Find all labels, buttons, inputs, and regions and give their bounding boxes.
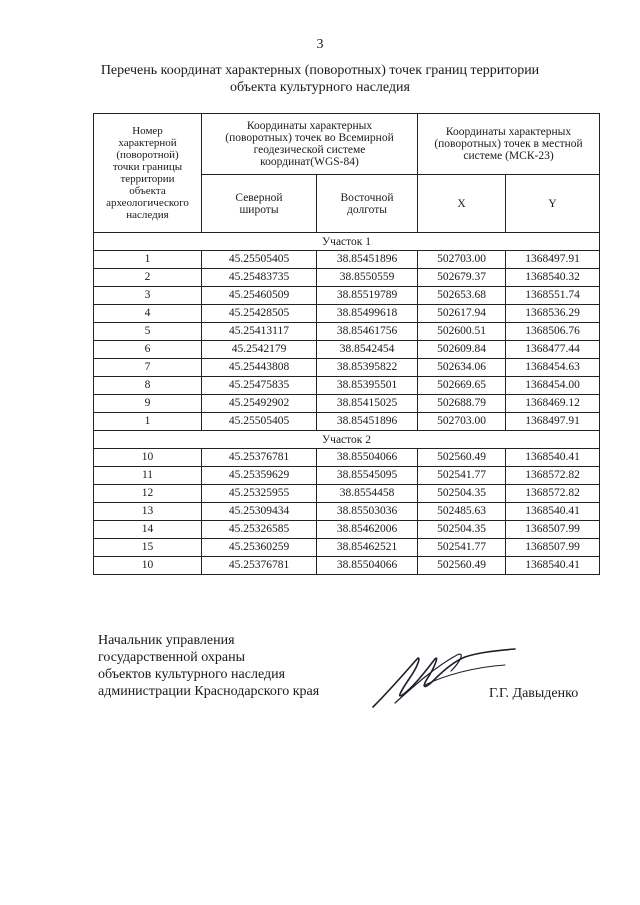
x-cell: 502679.37 <box>418 269 506 287</box>
latitude-cell: 45.25483735 <box>202 269 317 287</box>
header-text-line: Координаты характерных <box>445 126 572 138</box>
header-y: Y <box>506 175 600 233</box>
header-text-line: координат(WGS-84) <box>260 156 359 168</box>
latitude-cell: 45.25359629 <box>202 467 317 485</box>
table-body <box>94 233 600 575</box>
header-east-longitude <box>317 175 418 233</box>
x-cell: 502600.51 <box>418 323 506 341</box>
latitude-cell: 45.25505405 <box>202 251 317 269</box>
official-position <box>98 632 319 700</box>
table-row <box>94 467 600 485</box>
table-row <box>94 269 600 287</box>
point-number-cell: 2 <box>94 269 202 287</box>
y-cell: 1368497.91 <box>506 413 600 431</box>
title-line-2: объекта культурного наследия <box>230 80 410 95</box>
header-text-line: наследия <box>126 209 169 221</box>
header-text-line: территории <box>120 173 175 185</box>
header-wgs84 <box>202 114 418 175</box>
point-number-cell: 14 <box>94 521 202 539</box>
longitude-cell: 38.85395822 <box>317 359 418 377</box>
point-number-cell: 13 <box>94 503 202 521</box>
longitude-cell: 38.8542454 <box>317 341 418 359</box>
x-cell: 502634.06 <box>418 359 506 377</box>
x-cell: 502560.49 <box>418 449 506 467</box>
x-cell: 502504.35 <box>418 521 506 539</box>
point-number-cell: 1 <box>94 413 202 431</box>
header-text-line: объекта <box>129 185 166 197</box>
longitude-cell: 38.85504066 <box>317 557 418 575</box>
header-text-line: системе (МСК-23) <box>463 150 554 162</box>
position-line: объектов культурного наследия <box>98 667 286 682</box>
point-number-cell: 12 <box>94 485 202 503</box>
y-cell: 1368469.12 <box>506 395 600 413</box>
signer-name: Г.Г. Давыденко <box>489 686 579 701</box>
table-row <box>94 485 600 503</box>
y-cell: 1368540.41 <box>506 449 600 467</box>
y-cell: 1368540.41 <box>506 503 600 521</box>
x-cell: 502485.63 <box>418 503 506 521</box>
longitude-cell: 38.85504066 <box>317 449 418 467</box>
table-row <box>94 395 600 413</box>
latitude-cell: 45.25460509 <box>202 287 317 305</box>
y-cell: 1368540.32 <box>506 269 600 287</box>
section-row <box>94 431 600 449</box>
point-number-cell: 5 <box>94 323 202 341</box>
header-text-line: Восточной <box>340 191 394 204</box>
x-cell: 502541.77 <box>418 539 506 557</box>
point-number-cell: 7 <box>94 359 202 377</box>
table-row <box>94 557 600 575</box>
position-line: администрации Краснодарского края <box>98 684 320 699</box>
header-text-line: (поворотных) точек в местной <box>434 138 583 150</box>
header-point-number <box>94 114 202 233</box>
section-title: Участок 2 <box>94 431 600 449</box>
x-cell: 502703.00 <box>418 413 506 431</box>
longitude-cell: 38.85503036 <box>317 503 418 521</box>
section-row <box>94 233 600 251</box>
longitude-cell: 38.85415025 <box>317 395 418 413</box>
title-line-1: Перечень координат характерных (поворотных) точек границ территории <box>100 63 540 78</box>
point-number-cell: 8 <box>94 377 202 395</box>
y-cell: 1368506.76 <box>506 323 600 341</box>
point-number-cell: 11 <box>94 467 202 485</box>
header-text-line: широты <box>239 203 279 216</box>
point-number-cell: 4 <box>94 305 202 323</box>
longitude-cell: 38.85462006 <box>317 521 418 539</box>
x-cell: 502617.94 <box>418 305 506 323</box>
longitude-cell: 38.8550559 <box>317 269 418 287</box>
y-cell: 1368536.29 <box>506 305 600 323</box>
y-cell: 1368551.74 <box>506 287 600 305</box>
header-text-line: (поворотных) точек во Всемирной <box>225 132 394 144</box>
header-text-line: характерной <box>118 137 177 149</box>
handwritten-signature <box>365 645 525 715</box>
y-cell: 1368572.82 <box>506 467 600 485</box>
x-cell: 502541.77 <box>418 467 506 485</box>
latitude-cell: 45.2542179 <box>202 341 317 359</box>
x-cell: 502560.49 <box>418 557 506 575</box>
header-text-line: Северной <box>235 191 283 204</box>
header-text-line: археологического <box>106 197 189 209</box>
latitude-cell: 45.25492902 <box>202 395 317 413</box>
table-row <box>94 503 600 521</box>
header-x: X <box>418 175 506 233</box>
x-cell: 502609.84 <box>418 341 506 359</box>
longitude-cell: 38.85451896 <box>317 413 418 431</box>
y-cell: 1368572.82 <box>506 485 600 503</box>
y-cell: 1368477.44 <box>506 341 600 359</box>
latitude-cell: 45.25428505 <box>202 305 317 323</box>
longitude-cell: 38.8554458 <box>317 485 418 503</box>
table-row <box>94 287 600 305</box>
point-number-cell: 10 <box>94 557 202 575</box>
longitude-cell: 38.85451896 <box>317 251 418 269</box>
y-cell: 1368507.99 <box>506 521 600 539</box>
header-text-line: геодезической системе <box>253 144 366 156</box>
x-cell: 502669.65 <box>418 377 506 395</box>
point-number-cell: 6 <box>94 341 202 359</box>
x-cell: 502504.35 <box>418 485 506 503</box>
header-msk23 <box>418 114 600 175</box>
latitude-cell: 45.25309434 <box>202 503 317 521</box>
table-row <box>94 449 600 467</box>
longitude-cell: 38.85519789 <box>317 287 418 305</box>
latitude-cell: 45.25376781 <box>202 449 317 467</box>
x-cell: 502703.00 <box>418 251 506 269</box>
longitude-cell: 38.85461756 <box>317 323 418 341</box>
header-text-line: долготы <box>347 203 387 216</box>
latitude-cell: 45.25360259 <box>202 539 317 557</box>
latitude-cell: 45.25376781 <box>202 557 317 575</box>
point-number-cell: 15 <box>94 539 202 557</box>
longitude-cell: 38.85499618 <box>317 305 418 323</box>
table-row <box>94 341 600 359</box>
latitude-cell: 45.25326585 <box>202 521 317 539</box>
latitude-cell: 45.25413117 <box>202 323 317 341</box>
longitude-cell: 38.85395501 <box>317 377 418 395</box>
table-row <box>94 413 600 431</box>
position-line: Начальник управления <box>98 633 235 648</box>
header-text-line: Номер <box>132 125 163 137</box>
header-north-latitude <box>202 175 317 233</box>
point-number-cell: 10 <box>94 449 202 467</box>
table-row <box>94 539 600 557</box>
table-row <box>94 521 600 539</box>
latitude-cell: 45.25475835 <box>202 377 317 395</box>
coordinates-table <box>93 113 600 575</box>
table-row <box>94 323 600 341</box>
latitude-cell: 45.25325955 <box>202 485 317 503</box>
x-cell: 502653.68 <box>418 287 506 305</box>
table-row <box>94 359 600 377</box>
latitude-cell: 45.25443808 <box>202 359 317 377</box>
section-title: Участок 1 <box>94 233 600 251</box>
header-text-line: (поворотной) <box>116 149 179 161</box>
header-text-line: точки границы <box>112 161 183 173</box>
x-cell: 502688.79 <box>418 395 506 413</box>
table-row <box>94 377 600 395</box>
y-cell: 1368454.00 <box>506 377 600 395</box>
point-number-cell: 1 <box>94 251 202 269</box>
y-cell: 1368540.41 <box>506 557 600 575</box>
table-row <box>94 305 600 323</box>
y-cell: 1368507.99 <box>506 539 600 557</box>
position-line: государственной охраны <box>98 650 246 665</box>
y-cell: 1368497.91 <box>506 251 600 269</box>
longitude-cell: 38.85545095 <box>317 467 418 485</box>
latitude-cell: 45.25505405 <box>202 413 317 431</box>
longitude-cell: 38.85462521 <box>317 539 418 557</box>
page-number: 3 <box>316 37 324 52</box>
point-number-cell: 3 <box>94 287 202 305</box>
point-number-cell: 9 <box>94 395 202 413</box>
header-text-line: Координаты характерных <box>246 120 373 132</box>
table-row <box>94 251 600 269</box>
y-cell: 1368454.63 <box>506 359 600 377</box>
document-title <box>60 62 580 96</box>
